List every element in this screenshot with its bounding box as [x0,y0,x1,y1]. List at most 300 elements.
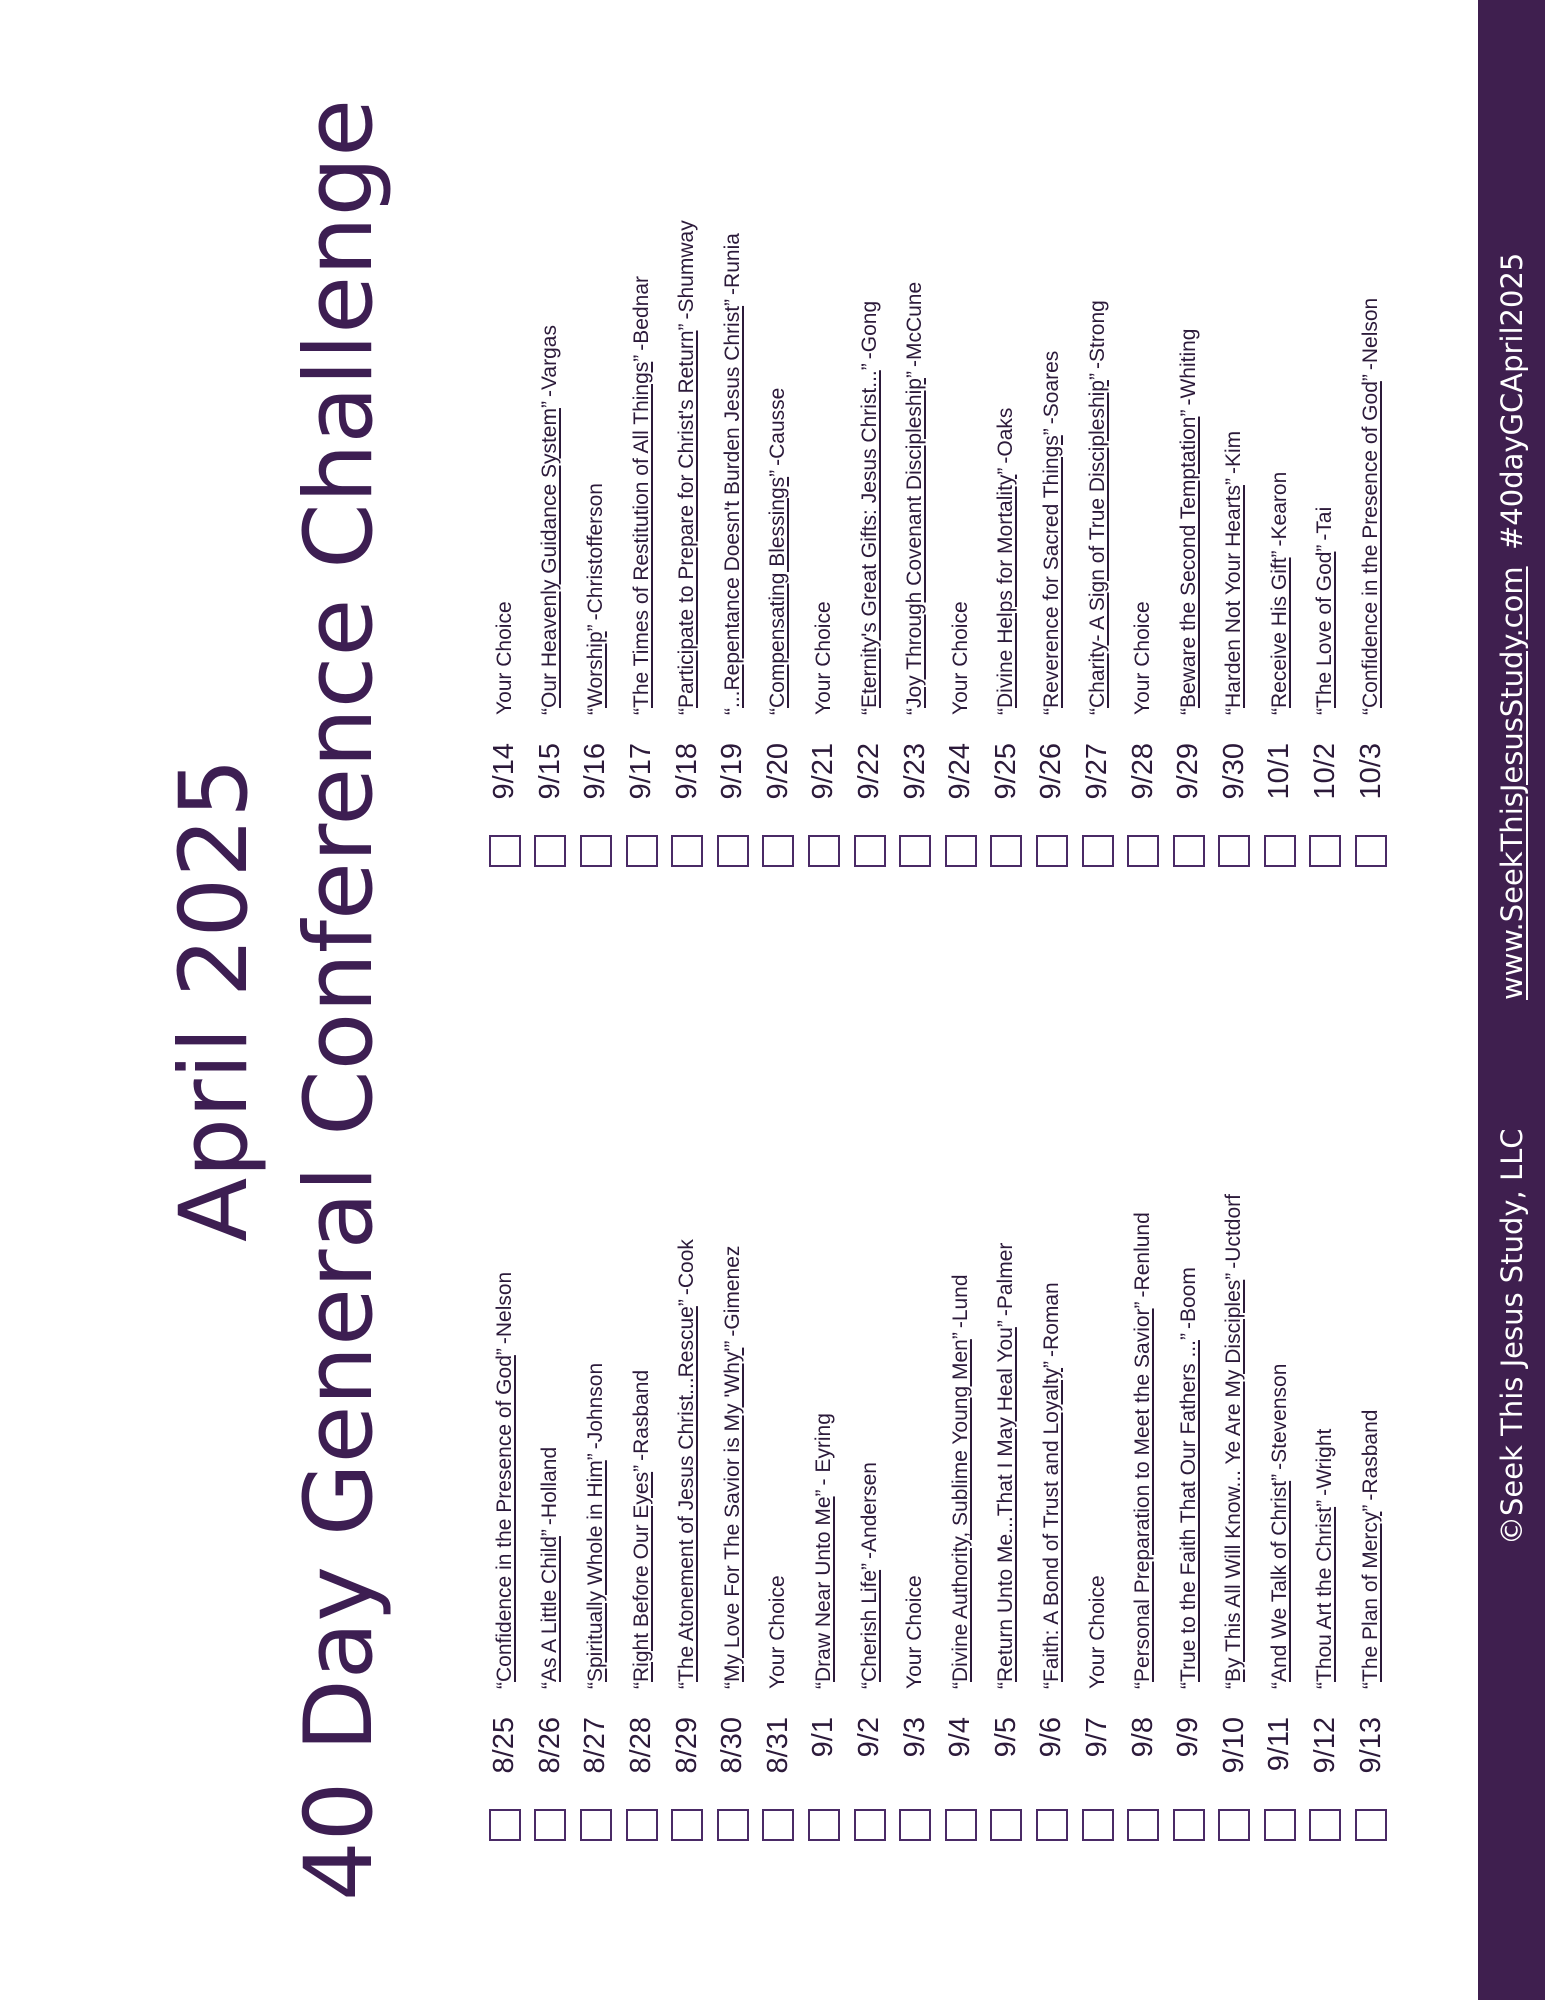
checkbox[interactable] [534,1809,566,1841]
quote-mark: ” [1313,1499,1337,1507]
reading-date: 8/31 [761,1717,794,1774]
list-item [1029,220,1075,867]
list-item [1348,1194,1394,1841]
reading-date: 9/18 [670,743,703,800]
talk-entry [1040,1282,1064,1689]
speaker-name: -Gong [857,300,881,360]
quote-mark: “ [583,708,607,715]
quote-mark: ” [675,1299,699,1307]
reading-date: 10/3 [1354,743,1387,800]
talk-title: Your Choice [1085,1575,1109,1689]
reading-date: 9/28 [1126,743,1159,800]
reading-date: 9/20 [761,743,794,800]
list-item [1120,220,1166,867]
quote-mark: “ [1313,1682,1337,1689]
quote-mark: “ [675,708,699,715]
talk-entry [949,601,973,715]
reading-date: 9/10 [1217,1717,1250,1774]
checkbox[interactable] [762,1809,794,1841]
talk-title-link[interactable]: Confidence in the Presence of God [492,1355,516,1682]
speaker-name: -Wright [1313,1428,1337,1496]
talk-entry [1086,1575,1110,1689]
talk-title: Your Choice [1131,601,1155,715]
quote-mark: “ [583,1682,607,1689]
talk-entry [584,483,608,715]
quote-mark: “ [1176,1682,1200,1689]
checkbox[interactable] [1264,835,1296,867]
talk-entry [858,1462,882,1689]
list-item [984,1194,1030,1841]
talk-title-link[interactable]: By This All Will Know... Ye Are My Disciples [1222,1279,1246,1682]
list-item [664,220,710,867]
footer-hashtag: #40dayGCApril2025 [1494,252,1529,550]
quote-mark: “ [948,1682,972,1689]
talk-entry [1040,351,1064,715]
quote-mark: ” [1085,373,1109,381]
reading-date: 9/17 [625,743,658,800]
quote-mark: “ [1039,708,1063,715]
reading-date: 8/29 [670,1717,703,1774]
talk-entry [1177,329,1201,716]
list-item [1166,220,1212,867]
speaker-name: -Runia [720,233,744,295]
checkbox[interactable] [580,835,612,867]
speaker-name: -Boom [1176,1267,1200,1330]
talk-title: Your Choice [766,1575,790,1689]
talk-entry [1131,601,1155,715]
talk-title-link[interactable]: The Atonement of Jesus Christ...Rescue [675,1306,699,1682]
speaker-name: -Johnson [583,1362,607,1450]
reading-date: 8/27 [579,1717,612,1774]
reading-date: 9/15 [533,743,566,800]
reading-date: 9/16 [579,743,612,800]
reading-date: 9/23 [898,743,931,800]
quote-mark: “ [857,708,881,715]
reading-date: 9/4 [944,1717,977,1758]
speaker-name: -Shumway [675,220,699,320]
list-item [847,1194,893,1841]
talk-title-link[interactable]: ...Repentance Doesn't Burden Jesus Christ [720,305,744,708]
quote-mark: “ [629,708,653,715]
quote-mark: ” [1267,550,1291,558]
speaker-name: -Strong [1085,300,1109,370]
reading-date: 9/7 [1081,1717,1114,1758]
talk-title-link[interactable]: Thou Art the Christ [1313,1506,1337,1682]
speaker-name: -Palmer [994,1242,1018,1317]
talk-title-link[interactable]: Joy Through Covenant Discipleship [903,378,927,708]
talk-title-link[interactable]: Faith: A Bond of Trust and Loyalty [1039,1367,1063,1682]
talk-entry [1268,472,1292,715]
talk-title-link[interactable]: The Times of Restitution of All Things [629,361,653,708]
quote-mark: ” [629,354,653,362]
quote-mark: “ [1313,708,1337,715]
quote-mark: “ [903,708,927,715]
quote-mark: “ [857,1682,881,1689]
talk-title-link[interactable]: My Love For The Savior is My 'Why' [720,1347,744,1682]
quote-mark: ” [1131,1301,1155,1309]
reading-date: 10/2 [1308,743,1341,800]
checkbox[interactable] [1036,1809,1068,1841]
reading-list-right [482,220,1394,867]
talk-title: Your Choice [948,601,972,715]
list-item [1120,1194,1166,1841]
talk-title-link[interactable]: The Plan of Mercy [1359,1511,1383,1682]
reading-date: 9/14 [488,743,521,800]
talk-title-link[interactable]: Draw Near Unto Me [811,1496,835,1682]
talk-entry [812,601,836,715]
speaker-name: -McCune [903,281,927,368]
quote-mark: “ [538,708,562,715]
reading-date: 9/13 [1354,1717,1387,1774]
talk-entry [675,220,699,715]
footer-copyright: ©Seek This Jesus Study, LLC [1494,1128,1529,1545]
checkbox[interactable] [489,835,521,867]
quote-mark: ” [1359,1504,1383,1512]
footer-website-link[interactable]: www.SeekThisJesusStudy.com [1494,566,1529,1000]
checkbox[interactable] [580,1809,612,1841]
quote-mark: ” [766,469,790,477]
talk-title-link[interactable]: Participate to Prepare for Christ's Return [675,330,699,708]
talk-title-link[interactable]: Our Heavenly Guidance System [538,408,562,708]
list-item [1075,220,1121,867]
list-item [1257,220,1303,867]
list-item [1257,1194,1303,1841]
reading-date: 9/21 [807,743,840,800]
list-item [756,220,802,867]
talk-title-link[interactable]: Right Before Our Eyes [629,1471,653,1682]
talk-title-link[interactable]: Reverence for Sacred Things [1039,435,1063,708]
talk-entry [538,1447,562,1689]
footer-band [1478,0,1545,2000]
talk-title-link[interactable]: True to the Faith That Our Fathers ... [1176,1340,1200,1682]
talk-title-link[interactable]: Return Unto Me...That I May Heal You [994,1327,1018,1682]
talk-title-link[interactable]: Charity- A Sign of True Discipleship [1085,380,1109,708]
speaker-name: -Christofferson [583,483,607,621]
quote-mark: “ [1085,708,1109,715]
quote-mark: “ [994,708,1018,715]
talk-entry [1268,1364,1292,1689]
checkbox[interactable] [671,835,703,867]
checkbox[interactable] [626,1809,658,1841]
quote-mark: ” [948,1332,972,1340]
reading-date: 9/2 [853,1717,886,1758]
talk-entry [721,233,745,715]
quote-mark: “ [994,1682,1018,1689]
talk-entry [1086,300,1110,715]
quote-mark: “ [1359,1682,1383,1689]
checkbox[interactable] [1309,1809,1341,1841]
list-item [710,1194,756,1841]
talk-entry [675,1239,699,1689]
talk-entry [994,1243,1018,1689]
checkbox[interactable] [762,835,794,867]
quote-mark: ” [1222,1272,1246,1280]
quote-mark: “ [1267,1682,1291,1689]
list-item [710,220,756,867]
talk-title-link[interactable]: Cherish Life [857,1569,881,1682]
talk-entry [584,1363,608,1689]
quote-mark: ” [1267,1473,1291,1481]
speaker-name: -Rasband [629,1369,653,1461]
quote-mark: ” [1359,374,1383,382]
talk-title-link[interactable]: Beware the Second Temptation [1176,416,1200,708]
speaker-name: -Causse [766,387,790,466]
list-item [482,1194,528,1841]
list-item [1075,1194,1121,1841]
checkbox[interactable] [1173,835,1205,867]
speaker-name: -Nelson [1359,297,1383,371]
speaker-name: -Cook [675,1239,699,1296]
checkbox[interactable] [1218,1809,1250,1841]
reading-date: 9/27 [1081,743,1114,800]
talk-entry [766,388,790,715]
talk-entry [1313,1429,1337,1689]
speaker-name: -Renlund [1131,1212,1155,1298]
speaker-name: -Nelson [492,1271,516,1345]
talk-entry [1359,298,1383,715]
list-item [573,1194,619,1841]
list-item [1348,220,1394,867]
checkbox[interactable] [717,835,749,867]
talk-title-link[interactable]: Worship [583,631,607,708]
talk-entry [766,1575,790,1689]
quote-mark: ” [903,371,927,379]
reading-date: 8/28 [625,1717,658,1774]
speaker-name: -Vargas [538,325,562,398]
checkbox[interactable] [808,835,840,867]
list-item [528,220,574,867]
reading-list-left [482,1194,1394,1841]
checkbox[interactable] [534,835,566,867]
quote-mark: ” [1039,1360,1063,1368]
checkbox[interactable] [808,1809,840,1841]
quote-mark: ” [1176,1333,1200,1341]
talk-entry [1359,1410,1383,1689]
quote-mark: “ [720,708,744,715]
reading-date: 9/22 [853,743,886,800]
reading-date: 9/29 [1172,743,1205,800]
quote-mark: ” [994,467,1018,475]
checkbox[interactable] [899,835,931,867]
page-title: 40 Day General Conference Challenge [285,98,394,1902]
speaker-name: -Lund [948,1274,972,1329]
speaker-name: -Rasband [1359,1409,1383,1501]
checkbox[interactable] [945,1809,977,1841]
speaker-name: -Soares [1039,350,1063,425]
quote-mark: ” [492,1348,516,1356]
talk-title-link[interactable]: As A Little Child [538,1536,562,1682]
quote-mark: “ [675,1682,699,1689]
talk-entry [1222,431,1246,715]
talk-title-link[interactable]: Spiritually Whole in Him [583,1460,607,1682]
quote-mark: “ [1039,1682,1063,1689]
list-item [482,220,528,867]
quote-mark: ” [1313,544,1337,552]
reading-date: 9/19 [716,743,749,800]
list-item [938,220,984,867]
talk-title-link[interactable]: Divine Authority, Sublime Young Men [948,1339,972,1682]
checkbox[interactable] [1218,835,1250,867]
reading-date: 9/5 [989,1717,1022,1758]
checkbox[interactable] [945,835,977,867]
reading-date: 10/1 [1263,743,1296,800]
page-title-date: April 2025 [160,758,269,1242]
reading-date: 8/26 [533,1717,566,1774]
checkbox[interactable] [1264,1809,1296,1841]
talk-entry [630,276,654,715]
speaker-name: -Uctdorf [1222,1194,1246,1269]
checkbox[interactable] [626,835,658,867]
checkbox[interactable] [1127,1809,1159,1841]
quote-mark: “ [1222,1682,1246,1689]
quote-mark: “ [1222,708,1246,715]
list-item [938,1194,984,1841]
list-item [619,1194,665,1841]
checkbox[interactable] [1355,1809,1387,1841]
talk-title-link[interactable]: Eternity's Great Gifts: Jesus Christ... [857,370,881,708]
list-item [1212,220,1258,867]
talk-entry [903,1575,927,1689]
reading-date: 9/6 [1035,1717,1068,1758]
quote-mark: ” [1222,478,1246,486]
list-item [528,1194,574,1841]
talk-title: Your Choice [811,601,835,715]
quote-mark: ” [720,298,744,306]
list-item [892,220,938,867]
talk-title: Your Choice [492,601,516,715]
checkbox[interactable] [1355,835,1387,867]
talk-title-link[interactable]: Confidence in the Presence of God [1359,381,1383,708]
quote-mark: ” [994,1320,1018,1328]
list-item [664,1194,710,1841]
checkbox[interactable] [1309,835,1341,867]
quote-mark: ” [583,1453,607,1461]
quote-mark: “ [1131,1682,1155,1689]
checkbox[interactable] [489,1809,521,1841]
talk-entry [812,1413,836,1689]
speaker-name: -Kearon [1267,471,1291,547]
list-item [1029,1194,1075,1841]
talk-entry [858,301,882,715]
talk-entry [994,408,1018,715]
list-item [847,220,893,867]
talk-entry [949,1274,973,1689]
talk-entry [1131,1212,1155,1689]
talk-title-link[interactable]: Personal Preparation to Meet the Savior [1131,1308,1155,1682]
talk-entry [1222,1194,1246,1689]
list-item [1303,1194,1349,1841]
quote-mark: ” [538,401,562,409]
reading-date: 9/9 [1172,1717,1205,1758]
quote-mark: ” [1176,409,1200,417]
quote-mark: “ [811,1682,835,1689]
quote-mark: “ [720,1682,744,1689]
checkbox[interactable] [990,835,1022,867]
checkbox[interactable] [717,1809,749,1841]
reading-date: 9/11 [1263,1717,1296,1772]
quote-mark: ” [629,1464,653,1472]
speaker-name: -Stevenson [1267,1363,1291,1470]
quote-mark: “ [766,708,790,715]
speaker-name: -Gimenez [720,1245,744,1337]
reading-date: 9/3 [898,1717,931,1758]
quote-mark: ” [538,1529,562,1537]
talk-title-link[interactable]: Compensating Blessings [766,476,790,708]
speaker-name: -Andersen [857,1462,881,1559]
quote-mark: ” [857,1562,881,1570]
reading-date: 9/26 [1035,743,1068,800]
speaker-name: -Roman [1039,1282,1063,1357]
talk-entry [630,1370,654,1689]
talk-title-link[interactable]: Harden Not Your Hearts [1222,485,1246,708]
reading-date: 9/12 [1308,1717,1341,1774]
reading-date: 9/25 [989,743,1022,800]
checkbox[interactable] [854,1809,886,1841]
talk-title: Your Choice [903,1575,927,1689]
checkbox[interactable] [854,835,886,867]
talk-entry [538,325,562,715]
speaker-name: -Oaks [994,407,1018,464]
checkbox[interactable] [671,1809,703,1841]
list-item [756,1194,802,1841]
checkbox[interactable] [1082,835,1114,867]
list-item [1212,1194,1258,1841]
speaker-name: - Eyring [811,1413,835,1486]
quote-mark: “ [629,1682,653,1689]
reading-date: 9/24 [944,743,977,800]
talk-entry [493,601,517,715]
talk-title-link[interactable]: The Love of God [1313,551,1337,708]
quote-mark: ” [675,323,699,331]
talk-title-link[interactable]: And We Talk of Christ [1267,1480,1291,1682]
list-item [1303,220,1349,867]
talk-entry [493,1272,517,1689]
talk-entry [903,282,927,715]
quote-mark: “ [1359,708,1383,715]
list-item [573,220,619,867]
talk-entry [1313,507,1337,715]
list-item [801,1194,847,1841]
speaker-name: -Bednar [629,276,653,351]
list-item [892,1194,938,1841]
reading-date: 9/8 [1126,1717,1159,1758]
quote-mark: “ [492,1682,516,1689]
checkbox[interactable] [899,1809,931,1841]
reading-date: 9/1 [807,1717,840,1758]
checkbox[interactable] [990,1809,1022,1841]
quote-mark: “ [1267,708,1291,715]
quote-mark: ” [1039,428,1063,436]
checkbox[interactable] [1127,835,1159,867]
quote-mark: “ [1176,708,1200,715]
talk-title-link[interactable]: Receive His Gift [1267,557,1291,708]
list-item [984,220,1030,867]
reading-date: 9/30 [1217,743,1250,800]
quote-mark: ” [720,1340,744,1348]
speaker-name: -Kim [1222,430,1246,475]
talk-title-link[interactable]: Divine Helps for Mortality [994,474,1018,708]
speaker-name: -Tai [1313,506,1337,541]
list-item [801,220,847,867]
checkbox[interactable] [1173,1809,1205,1841]
checkbox[interactable] [1036,835,1068,867]
quote-mark: “ [538,1682,562,1689]
talk-entry [1177,1267,1201,1689]
quote-mark: ” [583,624,607,632]
list-item [619,220,665,867]
reading-date: 8/30 [716,1717,749,1774]
checkbox[interactable] [1082,1809,1114,1841]
